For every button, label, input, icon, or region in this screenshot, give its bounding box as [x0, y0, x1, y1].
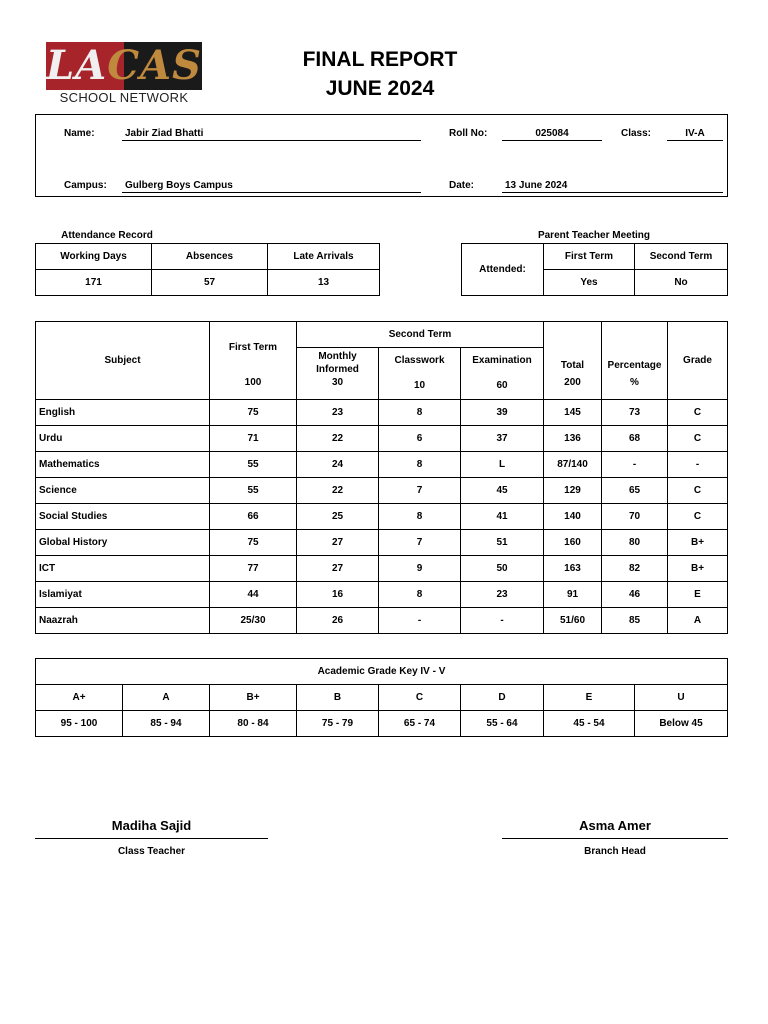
monthly-cell: 27 — [297, 530, 379, 556]
table-row — [36, 582, 728, 608]
grade-key-range: 85 - 94 — [123, 711, 210, 737]
subject-cell: English — [36, 400, 210, 426]
second-term-header: Second Term — [297, 322, 544, 348]
grade-key-range: Below 45 — [635, 711, 728, 737]
grade-key-range: 55 - 64 — [461, 711, 544, 737]
grade-key-range: 75 - 79 — [297, 711, 379, 737]
first-term-cell: 71 — [210, 426, 297, 452]
subject-cell: ICT — [36, 556, 210, 582]
monthly-cell: 26 — [297, 608, 379, 634]
class-value: IV-A — [667, 127, 723, 141]
first-term-cell: 44 — [210, 582, 297, 608]
first-term-cell: 75 — [210, 400, 297, 426]
grade-key-table — [35, 658, 728, 737]
examination-cell: 45 — [461, 478, 544, 504]
classwork-cell: 8 — [379, 582, 461, 608]
late-arrivals-value: 13 — [268, 270, 380, 296]
class-label: Class: — [621, 128, 652, 139]
total-cell: 136 — [544, 426, 602, 452]
grade-key-grade: A — [123, 685, 210, 711]
teacher-signature-line — [35, 838, 268, 839]
total-cell: 160 — [544, 530, 602, 556]
table-row — [36, 478, 728, 504]
examination-cell: 50 — [461, 556, 544, 582]
grade-key-grade: U — [635, 685, 728, 711]
campus-value: Gulberg Boys Campus — [122, 179, 421, 193]
total-cell: 163 — [544, 556, 602, 582]
monthly-cell: 16 — [297, 582, 379, 608]
head-signature-line — [502, 838, 728, 839]
monthly-cell: 23 — [297, 400, 379, 426]
grade-cell: E — [668, 582, 728, 608]
absences-value: 57 — [152, 270, 268, 296]
grade-cell: B+ — [668, 556, 728, 582]
logo-subtitle: SCHOOL NETWORK — [59, 90, 189, 105]
roll-label: Roll No: — [449, 128, 488, 139]
grade-key-range: 80 - 84 — [210, 711, 297, 737]
first-term-cell: 55 — [210, 452, 297, 478]
first-term-header: First Term 100 — [210, 322, 297, 400]
late-arrivals-header: Late Arrivals — [268, 244, 380, 270]
logo-mark: LACAS — [46, 42, 202, 89]
name-label: Name: — [64, 128, 95, 139]
examination-cell: 51 — [461, 530, 544, 556]
total-cell: 51/60 — [544, 608, 602, 634]
table-row — [36, 556, 728, 582]
subject-cell: Islamiyat — [36, 582, 210, 608]
table-row — [36, 504, 728, 530]
total-cell: 129 — [544, 478, 602, 504]
table-row — [36, 530, 728, 556]
subject-cell: Global History — [36, 530, 210, 556]
grade-key-grade: B+ — [210, 685, 297, 711]
percentage-cell: 68 — [602, 426, 668, 452]
grade-key-grade: E — [544, 685, 635, 711]
student-info-box — [35, 114, 728, 197]
grade-header: Grade — [668, 322, 728, 400]
percentage-cell: 46 — [602, 582, 668, 608]
percentage-cell: 82 — [602, 556, 668, 582]
campus-label: Campus: — [64, 180, 107, 191]
grade-cell: B+ — [668, 530, 728, 556]
percentage-cell: 70 — [602, 504, 668, 530]
subject-header: Subject — [36, 322, 210, 400]
classwork-cell: - — [379, 608, 461, 634]
subject-cell: Naazrah — [36, 608, 210, 634]
teacher-role: Class Teacher — [117, 846, 186, 857]
examination-cell: 39 — [461, 400, 544, 426]
grade-key-grade: A+ — [36, 685, 123, 711]
monthly-cell: 22 — [297, 426, 379, 452]
examination-cell: L — [461, 452, 544, 478]
percentage-cell: 73 — [602, 400, 668, 426]
grade-key-grade: B — [297, 685, 379, 711]
ptm-second-term-header: Second Term — [635, 244, 728, 270]
first-term-cell: 55 — [210, 478, 297, 504]
percentage-cell: - — [602, 452, 668, 478]
ptm-first-term-header: First Term — [544, 244, 635, 270]
percentage-cell: 85 — [602, 608, 668, 634]
classwork-cell: 7 — [379, 530, 461, 556]
examination-cell: 37 — [461, 426, 544, 452]
absences-header: Absences — [152, 244, 268, 270]
date-label: Date: — [449, 180, 475, 191]
classwork-cell: 9 — [379, 556, 461, 582]
head-signature-name: Asma Amer — [579, 818, 651, 833]
percentage-header: Percentage % — [602, 322, 668, 400]
examination-cell: - — [461, 608, 544, 634]
subject-cell: Science — [36, 478, 210, 504]
classwork-cell: 8 — [379, 504, 461, 530]
grade-key-title: Academic Grade Key IV - V — [36, 659, 728, 685]
school-logo — [44, 42, 204, 106]
grade-cell: C — [668, 478, 728, 504]
date-value: 13 June 2024 — [502, 179, 723, 193]
subject-cell: Urdu — [36, 426, 210, 452]
first-term-cell: 25/30 — [210, 608, 297, 634]
grade-cell: - — [668, 452, 728, 478]
grade-cell: C — [668, 504, 728, 530]
classwork-cell: 6 — [379, 426, 461, 452]
marks-table — [35, 321, 728, 634]
total-cell: 87/140 — [544, 452, 602, 478]
working-days-value: 171 — [36, 270, 152, 296]
grade-key-grade: D — [461, 685, 544, 711]
first-term-cell: 66 — [210, 504, 297, 530]
total-cell: 140 — [544, 504, 602, 530]
roll-number: 025084 — [502, 127, 602, 141]
examination-cell: 41 — [461, 504, 544, 530]
ptm-attended-label: Attended: — [462, 244, 544, 296]
first-term-cell: 77 — [210, 556, 297, 582]
monthly-cell: 22 — [297, 478, 379, 504]
ptm-first-term-value: Yes — [544, 270, 635, 296]
report-title: FINAL REPORT — [302, 48, 458, 71]
teacher-signature-name: Madiha Sajid — [111, 818, 192, 833]
classwork-cell: 8 — [379, 452, 461, 478]
percentage-cell: 80 — [602, 530, 668, 556]
ptm-caption: Parent Teacher Meeting — [537, 230, 651, 241]
monthly-cell: 27 — [297, 556, 379, 582]
ptm-second-term-value: No — [635, 270, 728, 296]
classwork-cell: 8 — [379, 400, 461, 426]
table-row — [36, 452, 728, 478]
grade-key-grade: C — [379, 685, 461, 711]
table-row — [36, 400, 728, 426]
table-row — [36, 426, 728, 452]
student-name: Jabir Ziad Bhatti — [122, 127, 421, 141]
grade-key-range: 65 - 74 — [379, 711, 461, 737]
examination-cell: 23 — [461, 582, 544, 608]
attendance-table — [35, 243, 380, 296]
subject-cell: Mathematics — [36, 452, 210, 478]
grade-cell: A — [668, 608, 728, 634]
monthly-cell: 25 — [297, 504, 379, 530]
classwork-header: Classwork 10 — [379, 348, 461, 400]
table-row — [36, 608, 728, 634]
attendance-caption: Attendance Record — [61, 230, 153, 241]
grade-key-range: 45 - 54 — [544, 711, 635, 737]
percentage-cell: 65 — [602, 478, 668, 504]
examination-header: Examination 60 — [461, 348, 544, 400]
total-cell: 145 — [544, 400, 602, 426]
classwork-cell: 7 — [379, 478, 461, 504]
working-days-header: Working Days — [36, 244, 152, 270]
total-header: Total 200 — [544, 322, 602, 400]
total-cell: 91 — [544, 582, 602, 608]
ptm-table — [461, 243, 728, 296]
grade-key-range: 95 - 100 — [36, 711, 123, 737]
first-term-cell: 75 — [210, 530, 297, 556]
subject-cell: Social Studies — [36, 504, 210, 530]
grade-cell: C — [668, 426, 728, 452]
head-role: Branch Head — [584, 846, 646, 857]
report-subtitle: JUNE 2024 — [325, 77, 435, 100]
monthly-cell: 24 — [297, 452, 379, 478]
monthly-header: Monthly Informed 30 — [297, 348, 379, 400]
grade-cell: C — [668, 400, 728, 426]
